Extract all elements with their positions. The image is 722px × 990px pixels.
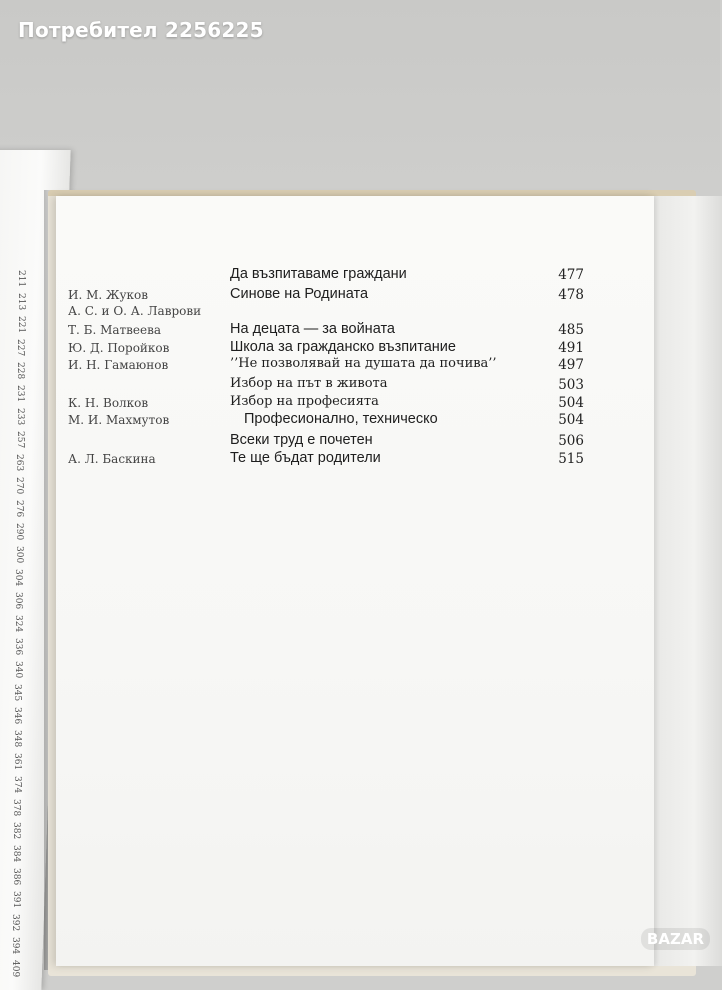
left-page-number: 221 bbox=[15, 316, 26, 334]
toc-title: ’’Не позволявай на душата да почива’’ bbox=[230, 356, 497, 371]
left-page-number: 392 bbox=[10, 914, 21, 932]
left-page-number: 409 bbox=[10, 960, 20, 978]
toc-row bbox=[56, 304, 654, 322]
left-page-number: 263 bbox=[14, 454, 25, 472]
toc-title: Избор на път в живота bbox=[230, 376, 388, 391]
left-page-number: 257 bbox=[14, 431, 25, 449]
left-page-number: 211 bbox=[16, 270, 26, 288]
left-page-number: 233 bbox=[14, 408, 25, 426]
toc-page: 497 bbox=[558, 357, 584, 373]
toc-page: 478 bbox=[558, 287, 584, 303]
left-page-number: 228 bbox=[15, 362, 26, 380]
left-page-number: 391 bbox=[10, 891, 21, 909]
left-page-number: 213 bbox=[15, 293, 26, 311]
toc-author: И. М. Жуков bbox=[68, 288, 149, 302]
toc-title: Синове на Родината bbox=[230, 286, 369, 302]
toc-author: А. С. и О. А. Лаврови bbox=[68, 304, 202, 318]
left-page-number: 348 bbox=[12, 730, 22, 748]
left-page-number: 276 bbox=[14, 500, 24, 518]
left-page-number: 382 bbox=[11, 822, 22, 840]
user-watermark: Потребител 2256225 bbox=[18, 18, 264, 42]
toc-row bbox=[56, 358, 654, 376]
toc-title: Всеки труд е почетен bbox=[230, 432, 373, 448]
left-page-number: 336 bbox=[12, 638, 23, 656]
book-page bbox=[56, 196, 654, 966]
toc-page: 485 bbox=[558, 322, 584, 338]
toc-author: М. И. Махмутов bbox=[68, 413, 170, 427]
toc-title: Те ще бъдат родители bbox=[230, 450, 381, 466]
toc-author: К. Н. Волков bbox=[68, 396, 149, 410]
toc-author: Ю. Д. Поройков bbox=[68, 341, 170, 355]
toc-author: И. Н. Гамаюнов bbox=[68, 358, 169, 372]
left-page-number: 345 bbox=[12, 684, 23, 702]
toc-row bbox=[56, 268, 654, 286]
toc-title: Избор на професията bbox=[230, 394, 379, 409]
toc-title: На децата — за войната bbox=[230, 321, 395, 337]
toc-page: 515 bbox=[558, 451, 584, 467]
left-page-number: 346 bbox=[12, 707, 23, 725]
toc-page: 491 bbox=[558, 340, 584, 356]
toc-page: 503 bbox=[558, 377, 584, 393]
toc-page: 504 bbox=[558, 395, 584, 411]
toc-author: А. Л. Баскина bbox=[68, 452, 156, 466]
left-page-number: 340 bbox=[12, 661, 23, 679]
left-page-number: 231 bbox=[15, 385, 25, 403]
left-page-number: 270 bbox=[14, 477, 25, 495]
toc-page: 504 bbox=[558, 412, 584, 428]
left-page-number: 306 bbox=[13, 592, 24, 610]
toc-title: Школа за гражданско възпитание bbox=[230, 339, 456, 355]
left-page-number: 378 bbox=[11, 799, 22, 817]
left-page-number: 324 bbox=[13, 615, 23, 633]
left-page-number: 300 bbox=[13, 546, 24, 564]
left-page-number: 361 bbox=[11, 753, 22, 771]
left-page-number: 374 bbox=[11, 776, 22, 794]
book-cover-right bbox=[652, 196, 722, 966]
left-page-number: 304 bbox=[13, 569, 24, 587]
bazar-logo: BAZAR bbox=[641, 928, 710, 950]
toc-author: Т. Б. Матвеева bbox=[68, 323, 162, 337]
toc-page: 506 bbox=[558, 433, 584, 449]
left-page-number: 290 bbox=[13, 523, 24, 541]
left-page-number: 394 bbox=[10, 937, 21, 955]
toc-title: Да възпитаваме граждани bbox=[230, 266, 407, 282]
left-page-number: 384 bbox=[11, 845, 21, 863]
toc-title: Професионално, техническо bbox=[244, 411, 438, 427]
toc-page: 477 bbox=[558, 267, 584, 283]
left-page-number: 386 bbox=[10, 868, 21, 886]
left-page-number: 227 bbox=[15, 339, 26, 357]
toc-row bbox=[56, 413, 654, 431]
toc-row bbox=[56, 452, 654, 470]
